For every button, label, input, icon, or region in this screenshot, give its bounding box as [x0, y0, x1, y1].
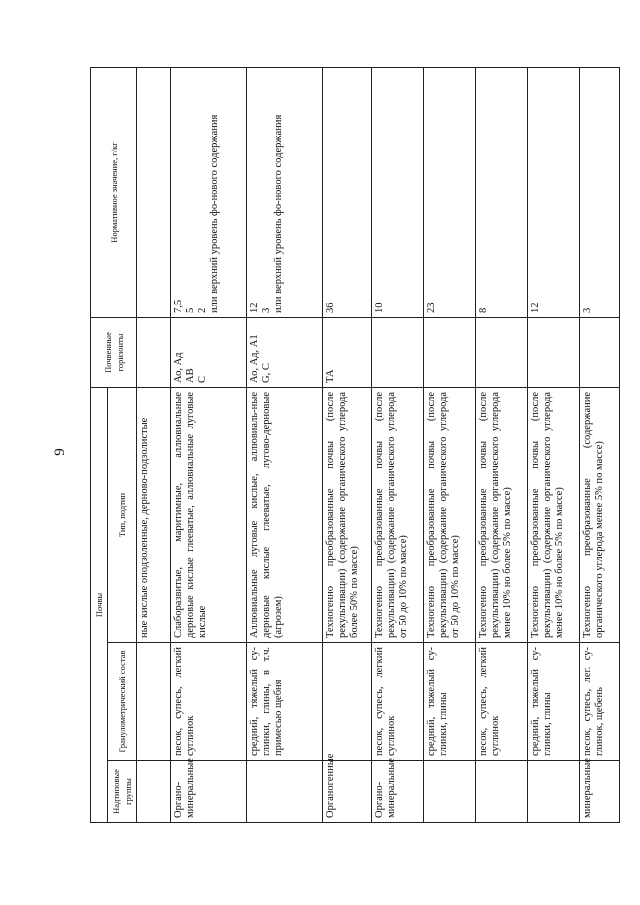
- cell-values: [247, 67, 323, 317]
- header-group: Надтиповые группы: [108, 761, 137, 823]
- value-item: 3: [581, 307, 593, 313]
- horizon-item: АВ: [185, 368, 197, 383]
- horizon-item: С: [197, 375, 209, 383]
- horizon-item: Ао, Ад, А1: [249, 334, 261, 383]
- cell-granulometry: песок, супесь, лег. су-глинок, щебень: [579, 643, 619, 761]
- cell-group: минеральные: [579, 761, 619, 823]
- header-type: Тип, подтип: [108, 387, 137, 642]
- cell-values: [323, 67, 371, 317]
- soil-norms-table: [90, 67, 620, 823]
- table-row: [323, 67, 371, 822]
- cell-values: [475, 67, 527, 317]
- header-norm: Нормативное значение, г/кг: [91, 67, 137, 317]
- table-row: [171, 67, 247, 822]
- value-item: 7,5: [173, 299, 185, 313]
- cell-group: Органогенные: [323, 761, 371, 823]
- cell-horizons: [323, 317, 371, 387]
- cell-granulometry: песок, супесь, легкий суглинок: [371, 643, 423, 761]
- value-item: 12: [249, 302, 261, 313]
- header-horizons: Почвенные горизонты: [91, 317, 137, 387]
- value-item: 5: [185, 307, 197, 313]
- value-item: или верхний уровень фо-нового содержания: [209, 114, 221, 313]
- cell-group: [137, 761, 171, 823]
- cell-type: Аллювиальные луговые кислые, аллювиаль-ные дерновые кислые глееватые, лугово-дерновые (агрозем): [247, 387, 323, 642]
- page-number: 9: [52, 448, 68, 456]
- cell-horizons: [137, 317, 171, 387]
- header-granulometry: Гранулометрический состав: [108, 643, 137, 761]
- value-item: или верхний уровень фо-нового содержания: [273, 114, 285, 313]
- cell-granulometry: средний, тяжелый су-глинки, глины: [527, 643, 579, 761]
- cell-type: Техногенно преобразованные (содержание органического углерода менее 5% по массе): [579, 387, 619, 642]
- table-row: [247, 67, 323, 822]
- cell-type: Техногенно преобразованные почвы (после рекультивации) (содержание органического углерода менее 10% но более 5% по массе): [527, 387, 579, 642]
- cell-horizons: [527, 317, 579, 387]
- value-item: 3: [261, 307, 273, 313]
- table-row: [579, 67, 619, 822]
- cell-values: [579, 67, 619, 317]
- cell-horizons: [171, 317, 247, 387]
- horizon-item: G, С: [261, 363, 273, 383]
- horizon-item: Ао, Ад: [173, 352, 185, 383]
- cell-horizons: [579, 317, 619, 387]
- cell-group: [247, 761, 323, 823]
- soil-norms-table-rotated: [90, 68, 620, 823]
- cell-granulometry: [323, 643, 371, 761]
- cell-granulometry: песок, супесь, легкий суглинок: [171, 643, 247, 761]
- table-row: [371, 67, 423, 822]
- cell-horizons: [371, 317, 423, 387]
- cell-horizons: [247, 317, 323, 387]
- cell-horizons: [475, 317, 527, 387]
- cell-granulometry: песок, супесь, легкий суглинок: [475, 643, 527, 761]
- table-row: [527, 67, 579, 822]
- cell-group: Органо-минеральные: [371, 761, 423, 823]
- cell-values: [171, 67, 247, 317]
- cell-values: [371, 67, 423, 317]
- cell-values: [527, 67, 579, 317]
- table-row: [423, 67, 475, 822]
- cell-group: [475, 761, 527, 823]
- cell-values: [137, 67, 171, 317]
- cell-values: [423, 67, 475, 317]
- cell-group: Органо-минеральные: [171, 761, 247, 823]
- header-soils: Почвы: [91, 387, 108, 822]
- cell-granulometry: средний, тяжелый су-глинки, глины: [423, 643, 475, 761]
- value-item: 10: [373, 302, 385, 313]
- cell-group: [423, 761, 475, 823]
- cell-group: [527, 761, 579, 823]
- horizon-item: ТА: [325, 369, 337, 383]
- value-item: 23: [425, 302, 437, 313]
- cell-type: Техногенно преобразованные почвы (после рекультивации) (содержание органического углерода от 50 до 10% по массе): [423, 387, 475, 642]
- table-frame: [90, 68, 620, 823]
- table-row: [137, 67, 171, 822]
- value-item: 12: [529, 302, 541, 313]
- cell-granulometry: [137, 643, 171, 761]
- cell-type: Техногенно преобразованные почвы (после рекультивации) (содержание органического углерода более 50% по массе): [323, 387, 371, 642]
- cell-type: Слаборазвитые, маритимные, аллювиальные дерновые кислые глееватые, аллювиальные луговые кислые: [171, 387, 247, 642]
- cell-type: Техногенно преобразованные почвы (после рекультивации) (содержание органического углерода менее 10% но более 5% по массе): [475, 387, 527, 642]
- table-row: [475, 67, 527, 822]
- value-item: 36: [325, 302, 337, 313]
- cell-horizons: [423, 317, 475, 387]
- value-item: 8: [477, 307, 489, 313]
- cell-granulometry: средний, тяжелый су-глинки, глины, в т.ч. примесью щебня: [247, 643, 323, 761]
- value-item: 2: [197, 307, 209, 313]
- cell-type: ные кислые оподзоленные, дерново-подзолистые: [137, 387, 171, 642]
- cell-type: Техногенно преобразованные почвы (после рекультивации) (содержание органического углерода от 50 до 10% по массе): [371, 387, 423, 642]
